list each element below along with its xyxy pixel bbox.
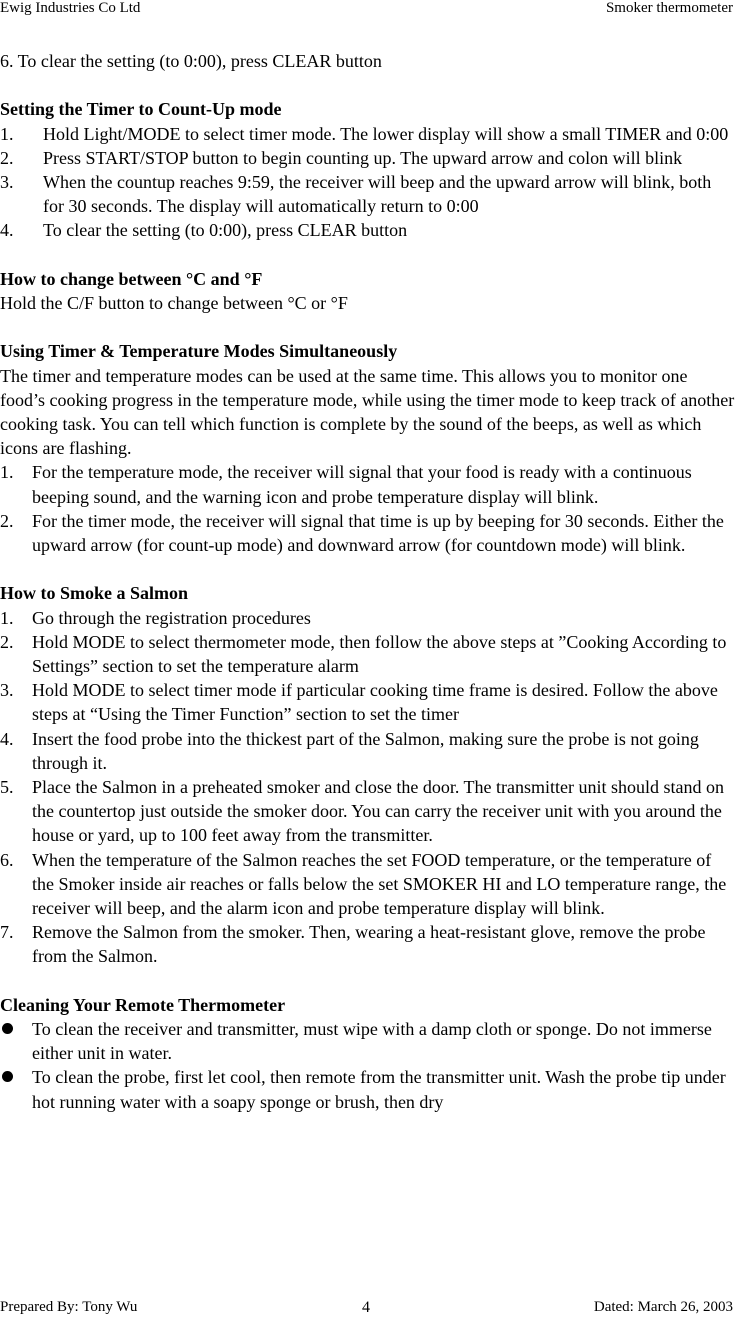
list-item: 3. When the countup reaches 9:59, the receiver will beep and the upward arrow will blink, both for 30 seconds. The display will automatically return to 0:00 — [0, 172, 712, 217]
list-item: 2. Hold MODE to select thermometer mode, then follow the above steps at ”Cooking According to Settings” section to set the temperature alarm — [0, 631, 727, 677]
heading-cleaning: Cleaning Your Remote Thermometer — [0, 994, 286, 1015]
list-item: 4. Insert the food probe into the thickest part of the Salmon, making sure the probe is not going through it. — [0, 728, 699, 773]
heading-simultaneous: Using Timer & Temperature Modes Simultaneously — [0, 341, 398, 362]
list-item: To clean the receiver and transmitter, must wipe with a damp cloth or sponge. Do not immerse either unit in water. — [0, 1017, 735, 1065]
footer-dated: Dated: March 26, 2003 — [593, 1299, 733, 1315]
intro-line: 6. To clear the setting (to 0:00), press CLEAR button — [0, 51, 382, 71]
bullet-icon — [2, 1023, 13, 1034]
list-item: 7. Remove the Salmon from the smoker. Then, wearing a heat-resistant glove, remove the probe from the Salmon. — [0, 922, 706, 967]
document-body — [0, 49, 735, 1114]
footer-prepared: Prepared By: Tony Wu — [0, 1299, 138, 1315]
cf-body: Hold the C/F button to change between °C or °F — [0, 293, 348, 313]
list-item: 1. Go through the registration procedures — [0, 607, 311, 628]
heading-cf: How to change between °C and °F — [0, 268, 263, 289]
list-item: 2. Press START/STOP button to begin counting up. The upward arrow and colon will blink — [0, 147, 683, 168]
list-item: 2. For the timer mode, the receiver will signal that time is up by beeping for 30 seconds. Either the upward arrow (for count-up mode) and downward arrow (for countdown mode) will blink. — [0, 510, 724, 556]
list-item: 1. Hold Light/MODE to select timer mode. The lower display will show a small TIMER and 0:00 — [0, 123, 729, 144]
heading-countup: Setting the Timer to Count-Up mode — [0, 99, 282, 120]
list-item: 5. Place the Salmon in a preheated smoker and close the door. The transmitter unit should stand on the countertop just outside the smoker door. You can carry the receiver unit with you around the house or yard, up to 100 feet away from the transmitter. — [0, 777, 725, 846]
list-item: 1. For the temperature mode, the receiver will signal that your food is ready with a continuous beeping sound, and the warning icon and probe temperature display will blink. — [0, 462, 692, 507]
header-product: Smoker thermometer — [605, 0, 733, 16]
list-item: To clean the probe, first let cool, then remote from the transmitter unit. Wash the probe tip under hot running water with a soapy sponge or brush, then dry — [0, 1065, 735, 1113]
bullet-icon — [2, 1071, 13, 1082]
list-item: 4. To clear the setting (to 0:00), press CLEAR button — [0, 220, 408, 241]
list-item: 6. When the temperature of the Salmon reaches the set FOOD temperature, or the temperature of the Smoker inside air reaches or falls below the set SMOKER HI and LO temperature range, the receiver will beep, and the alarm icon and probe temperature display will blink. — [0, 849, 727, 919]
header-company: Ewig Industries Co Ltd — [0, 0, 141, 16]
page-number: 4 — [362, 1299, 370, 1316]
simultaneous-body: The timer and temperature modes can be used at the same time. This allows you to monitor one food’s cooking progress in the temperature mode, while using the timer mode to keep track of another cooking task. You can tell which function is complete by the sound of the beeps, as well as which icons are flashing. — [0, 365, 735, 459]
heading-salmon: How to Smoke a Salmon — [0, 583, 189, 604]
list-item: 3. Hold MODE to select timer mode if particular cooking time frame is desired. Follow the above steps at “Using the Timer Function” section to set the timer — [0, 680, 718, 725]
